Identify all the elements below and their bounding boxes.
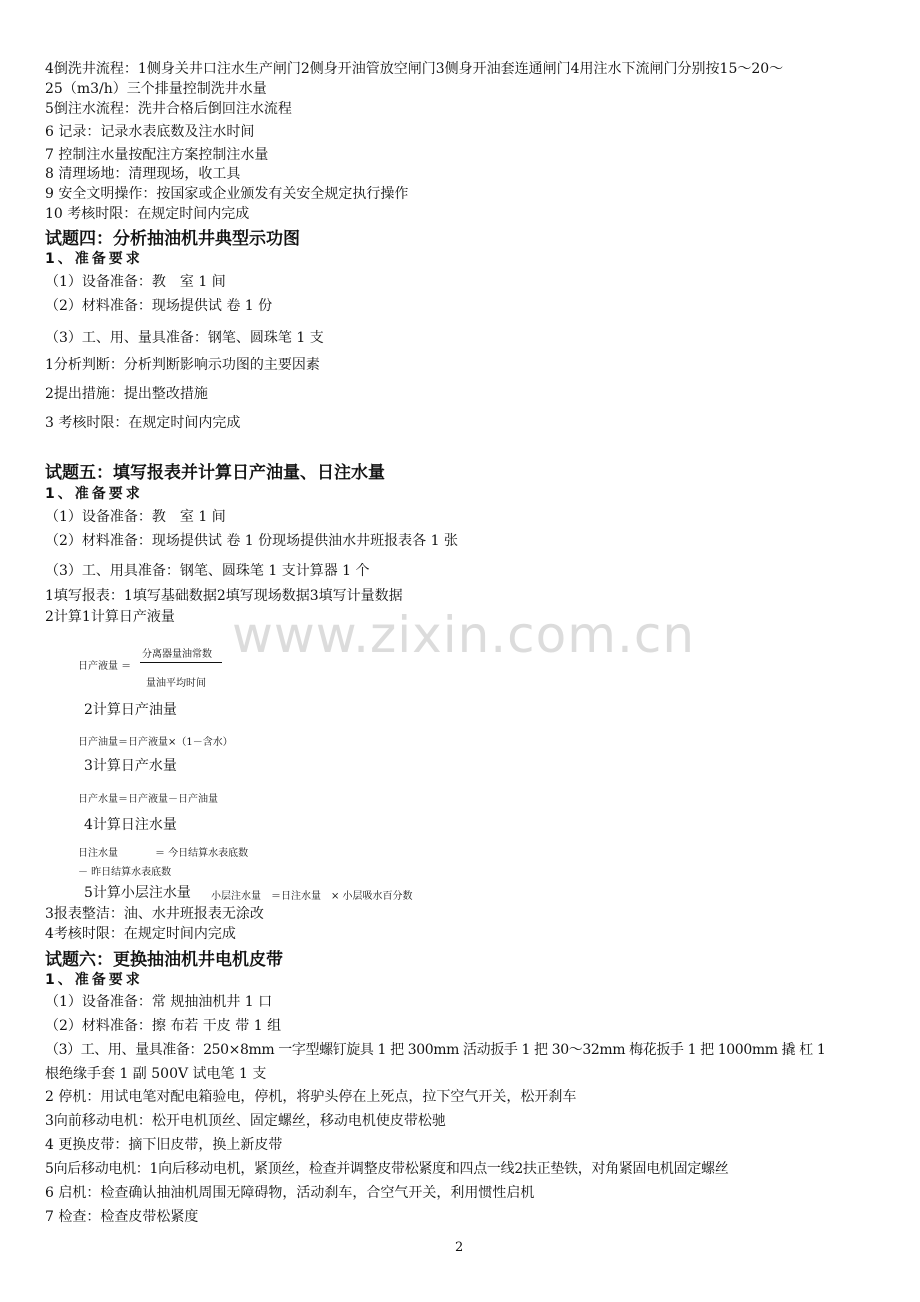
page-number: 2 [455,1240,464,1255]
text-line: 7 控制注水量按配注方案控制注水量 [45,147,269,163]
formula: 小层注水量 ＝日注水量 × 小层吸水百分数 [211,891,413,902]
text-line: 4倒洗井流程：1侧身关井口注水生产闸门2侧身开油管放空闸门3侧身开油套连通闸门4用注水下流闸门分别按15～20～ [45,61,784,77]
text-line: （1）设备准备：常 规抽油机井 1 口 [45,994,273,1010]
section-title: 试题四：分析抽油机井典型示功图 [45,229,300,249]
text-line: （3）工、用、量具准备：250×8mm 一字型螺钉旋具 1 把 300mm 活动扳手 1 把 30～32mm 梅花扳手 1 把 1000mm 撬 杠 1 [45,1042,826,1058]
text-line: 6 记录：记录水表底数及注水时间 [45,124,255,140]
text-line: 4考核时限：在规定时间内完成 [45,926,236,942]
text-line: 3向前移动电机：松开电机顶丝、固定螺丝，移动电机使皮带松驰 [45,1113,446,1129]
text-line: 1填写报表：1填写基础数据2填写现场数据3填写计量数据 [45,588,403,604]
text-line: 8 清理场地：清理现场，收工具 [45,166,241,182]
formula-left: 日产液量 ＝ [78,661,132,672]
text-line: 根绝缘手套 1 副 500V 试电笔 1 支 [45,1066,267,1082]
prep-heading: 1、准备要求 [45,972,143,988]
text-line: 4计算日注水量 [84,817,177,833]
text-line: 6 启机：检查确认抽油机周围无障碍物，活动刹车，合空气开关，利用惯性启机 [45,1185,535,1201]
text-line: 2提出措施：提出整改措施 [45,386,208,402]
section-title: 试题六：更换抽油机井电机皮带 [45,950,283,970]
text-line: 2 停机：用试电笔对配电箱验电，停机，将驴头停在上死点，拉下空气开关，松开刹车 [45,1089,577,1105]
formula-denominator: 量油平均时间 [146,678,206,689]
text-line: 3 考核时限：在规定时间内完成 [45,415,241,431]
text-line: （2）材料准备：现场提供试 卷 1 份 [45,298,273,314]
text-line: 1分析判断：分析判断影响示功图的主要因素 [45,357,320,373]
formula-part: － 昨日结算水表底数 [78,867,172,878]
text-line: 7 检查：检查皮带松紧度 [45,1209,199,1225]
text-line: （3）工、用、量具准备：钢笔、圆珠笔 1 支 [45,330,324,346]
text-line: （1）设备准备：教 室 1 间 [45,274,226,290]
formula-part: 日注水量 [78,848,118,859]
formula: 日产油量＝日产液量×（1－含水） [78,737,233,748]
formula-part: ＝ 今日结算水表底数 [155,848,249,859]
text-line: 2计算日产油量 [84,702,177,718]
text-line: 3报表整洁：油、水井班报表无涂改 [45,906,264,922]
text-line: （2）材料准备：现场提供试 卷 1 份现场提供油水井班报表各 1 张 [45,533,458,549]
text-line: 10 考核时限：在规定时间内完成 [45,206,250,222]
prep-heading: 1、准备要求 [45,251,143,267]
text-line: 5倒注水流程：洗井合格后倒回注水流程 [45,101,292,117]
text-line: 3计算日产水量 [84,758,177,774]
text-line: （2）材料准备：擦 布若 干皮 带 1 组 [45,1018,282,1034]
prep-heading: 1、准备要求 [45,486,143,502]
text-line: 5计算小层注水量 [84,885,191,901]
fraction-bar [140,662,222,663]
formula: 日产水量＝日产液量－日产油量 [78,794,218,805]
text-line: （1）设备准备：教 室 1 间 [45,509,226,525]
section-title: 试题五：填写报表并计算日产油量、日注水量 [45,463,385,483]
text-line: （3）工、用具准备：钢笔、圆珠笔 1 支计算器 1 个 [45,563,370,579]
watermark: www.zixin.com.cn [232,606,696,664]
text-line: 2计算1计算日产液量 [45,609,175,625]
formula-numerator: 分离器量油常数 [142,649,212,660]
text-line: 5向后移动电机：1向后移动电机，紧顶丝，检查并调整皮带松紧度和四点一线2扶正垫铁，对角紧固电机固定螺丝 [45,1161,729,1177]
text-line: 4 更换皮带：摘下旧皮带，换上新皮带 [45,1137,283,1153]
text-line: 9 安全文明操作：按国家或企业颁发有关安全规定执行操作 [45,186,409,202]
text-line: 25（m3/h）三个排量控制洗井水量 [45,81,267,97]
